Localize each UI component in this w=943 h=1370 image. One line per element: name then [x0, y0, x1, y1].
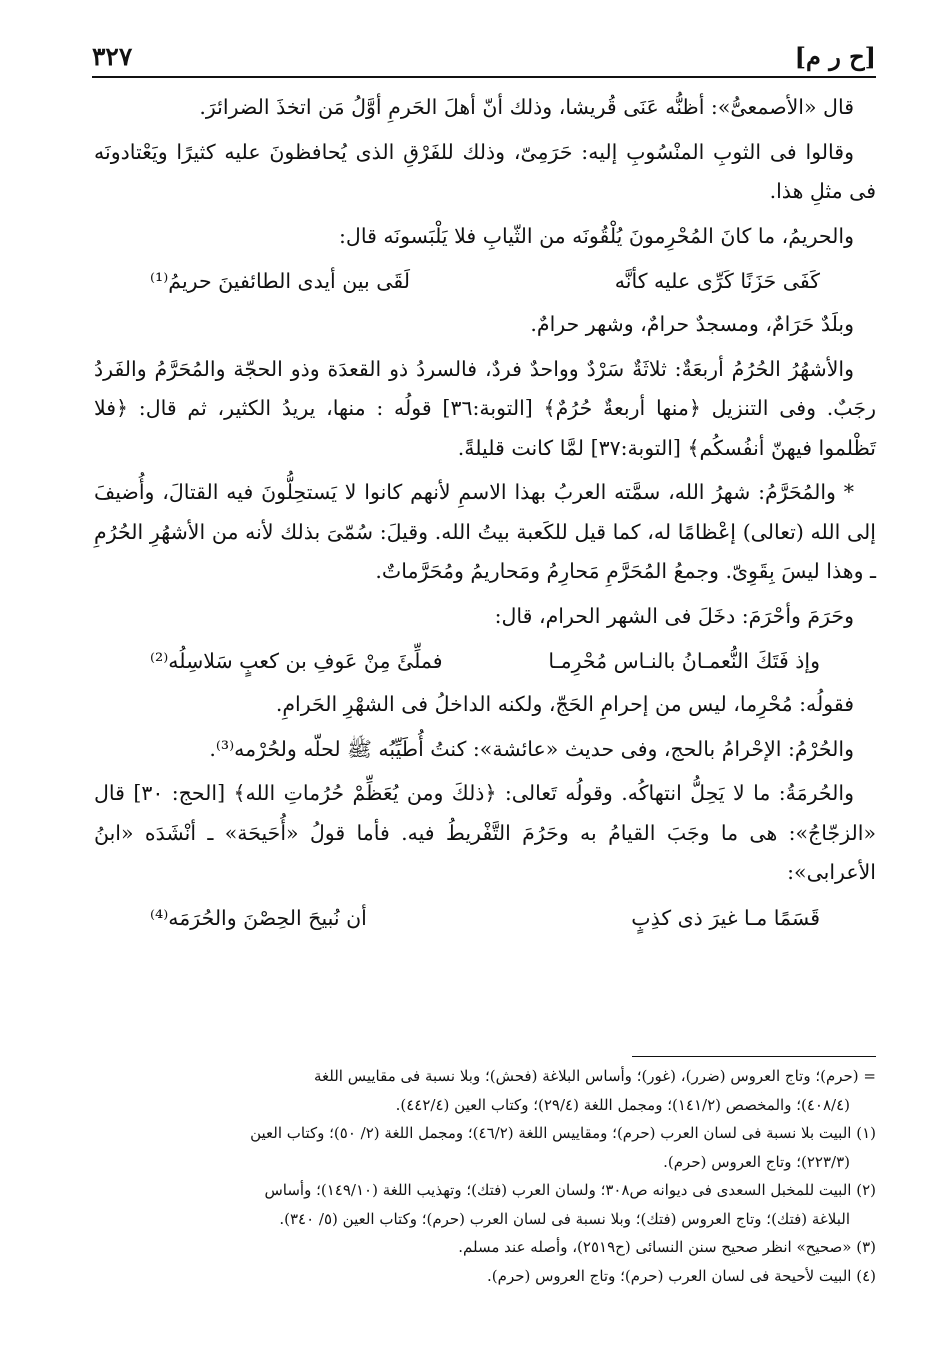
root-marker: [ح ر م] — [794, 42, 876, 71]
verse-1-second-hemistich: لَقَى بين أيدى الطائفينَ حريمُ⁽¹⁾ — [150, 269, 410, 293]
verse-2 — [150, 641, 820, 681]
paragraph-muhriman: فقولُه: مُحْرِما، ليس من إحرامِ الحَجّ، ولكنه الداخلُ فى الشهْرِ الحَرامِ. — [275, 692, 854, 716]
paragraph-hurmah: والحُرمَةُ: ما لا يَحِلُّ انتهاكُه. وقولُه تَعالى: ﴿ذلكَ ومن يُعَظِّمْ حُرُماتِ الله﴾ [الحج: ٣٠] قال «الزجّاجُ»: هى ما وجَبَ القيامُ به وحَرُمَ التَّفْريطُ فيه. فأما قولُ «أُحَيحَة» ـ أنْشَدَه «ابنُ الأعرابى»: — [94, 781, 876, 884]
footnote-divider — [632, 1056, 876, 1057]
paragraph-haramiyy: وقالوا فى الثوبِ المنْسُوبِ إليه: حَرَمِىّ، وذلك للفَرْقِ الذى يُحافظونَ عليه كثيرًا ويَعْتادونَه فى مثلِ هذا. — [94, 139, 876, 203]
verse-3-second-hemistich: أن نُبيحَ الحِصْنَ والحُرَمَه⁽⁴⁾ — [150, 905, 367, 930]
verse-2-second-hemistich: فملِّئَ مِنْ عَوفِ بن كعبٍ سَلاسِلُه⁽²⁾ — [150, 649, 443, 673]
page-header — [92, 40, 876, 70]
verse-3 — [150, 898, 820, 938]
paragraph-muharram: * والمُحَرَّمُ: شهرُ الله، سمَّته العربُ بهذا الاسمِ لأنهم كانوا لا يَستحِلُّونَ فيه القتالَ، وأُضيفَ إلى الله (تعالى) إعْظامًا له، كما قيل للكَعبة بيتُ الله. وقيلَ: سُمّىَ بذلك لأنه من الأشهُرِ الحُرُمِ ـ وهذا ليسَ بِقَوِىّ. وجمعُ المُحَرَّمِ مَحارِمُ ومَحاريمُ ومُحَرَّماتٌ. — [94, 480, 876, 583]
paragraph-asmai: قال «الأصمعىُّ»: أظنُّه عَنَى قُريشا، وذلك أنّ أهلَ الحَرمِ أوَّلُ مَن اتخذَ الضرائرَ. — [199, 95, 854, 119]
footnote-2-line-1: (٢) البيت للمخبل السعدى فى ديوانه ص٣٠٨؛ ولسان العرب (فتك)؛ وتهذيب اللغة (١٤٩/١٠)؛ وأساس — [264, 1181, 876, 1199]
paragraph-harim: والحريمُ، ما كانَ المُحْرِمونَ يُلْقُونَه من الثّيابِ فلا يَلْبَسونَه قال: — [339, 223, 854, 248]
paragraph-sacred-months: والأشهُرُ الحُرُمُ أربعَةٌ: ثلاثَةٌ سَرْدٌ وواحدٌ فردٌ، فالسردُ ذو القعدَة وذو الحجّة والمُحَرَّمُ والفَردُ رجَبٌ. وفى التنزيل ﴿منها أربعةٌ حُرُمٌ﴾ [التوبة:٣٦] قولُه : منها، يريدُ الكثير، ثم قال: ﴿فلا تَظْلموا فيهنّ أنفُسكُم﴾ [التوبة:٣٧] لمَّا كانت قليلةً. — [94, 356, 876, 460]
footnote-2-line-2: البلاغة (فتك)؛ وتاج العروس (فتك)؛ وبلا نسبة فى لسان العرب (حرم)؛ وكتاب العين (٥/ ٣٤٠). — [279, 1209, 850, 1228]
verse-1 — [150, 261, 820, 301]
paragraph-balad-haram: وبلَدٌ حَرَامٌ، ومسجدٌ حرامٌ، وشهر حرامٌ. — [530, 312, 854, 336]
footnote-1-line-1: (١) البيت بلا نسبة فى لسان العرب (حرم)؛ ومقاييس اللغة (٤٦/٢)؛ ومجمل اللغة (٢/ ٥٠)؛ وكتاب العين — [250, 1124, 876, 1142]
main-text — [94, 88, 876, 942]
verse-3-first-hemistich: قَسَمًا مـا غيرَ ذى كذِبٍ — [631, 905, 820, 930]
footnote-continued-line-1: = (حرم)؛ وتاج العروس (ضرر)، (غور)؛ وأساس البلاغة (فحش)؛ وبلا نسبة فى مقاييس اللغة — [313, 1067, 876, 1085]
paragraph-hurm: والحُرْمُ: الإحْرامُ بالحج، وفى حديث «عائشة»: كنتُ أُطَيِّبُه ﷺ لحلّه ولحُرْمه⁽³⁾. — [209, 736, 854, 761]
verse-1-first-hemistich: كَفَى حَزَنًا كَرِّى عليه كأنَّه — [614, 269, 820, 293]
footnote-4: (٤) البيت لأحيحة فى لسان العرب (حرم)؛ وتاج العروس (حرم). — [487, 1266, 876, 1285]
footnote-1-line-2: (٢٢٣/٣)؛ وتاج العروس (حرم). — [663, 1152, 850, 1171]
footnotes — [94, 1062, 876, 1290]
verse-2-first-hemistich: وإذ فَتَكَ النُّعمـانُ بالنـاس مُحْرِمـا — [548, 649, 820, 673]
paragraph-ahrama: وحَرَمَ وأحْرَمَ: دخَلَ فى الشهر الحرام، قال: — [494, 603, 854, 628]
header-divider — [92, 76, 876, 78]
footnote-continued-line-2: (٤٠٨/٤)؛ والمخصص (١٤١/٢)؛ ومجمل اللغة (٢٩/٤)؛ وكتاب العين (٤٤٢/٤). — [395, 1095, 850, 1114]
page-number: ٣٢٧ — [92, 42, 133, 71]
footnote-3: (٣) «صحيح» انظر صحيح سنن النسائى (ح٢٥١٩)، وأصله عند مسلم. — [458, 1238, 876, 1256]
